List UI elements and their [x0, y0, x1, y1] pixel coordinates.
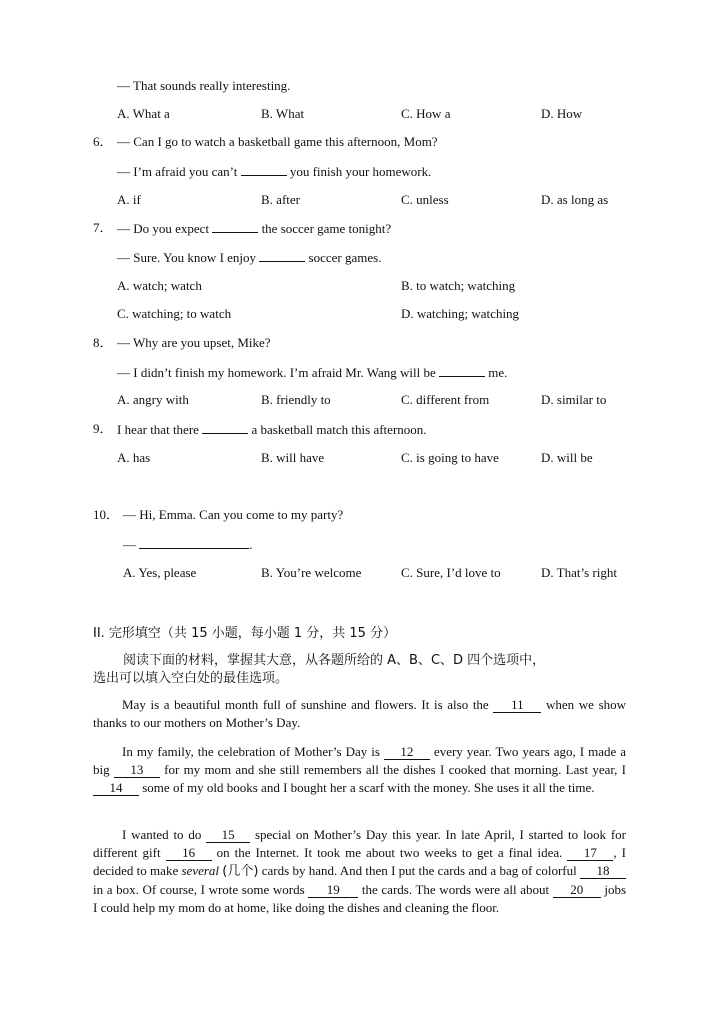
section-2-instruction-line2: 选出可以填入空白处的最佳选项。: [93, 671, 289, 686]
q5-reply: — That sounds really interesting.: [117, 78, 291, 93]
q7-line1: [117, 219, 391, 238]
p2-text-3: for my mom and she still remembers all the dishes I cooked that morning. Last year, I: [164, 762, 627, 777]
q8-answer-blank: [439, 363, 485, 377]
q7-answer-blank-2: [259, 248, 305, 262]
p2-text-4: some of my old books and I bought her a scarf with the money. She uses it all the time.: [142, 780, 595, 795]
q9-line1-post: a basketball match this afternoon.: [251, 422, 427, 437]
q7-option-b: B. to watch; watching: [401, 278, 516, 293]
q7-answer-blank-1: [212, 219, 258, 233]
q7-option-a: A. watch; watch: [117, 278, 202, 293]
q6-line2: [117, 162, 431, 181]
q7-option-c: C. watching; to watch: [117, 306, 232, 321]
p3-text-1: I wanted to do: [122, 827, 202, 842]
p2-text-1: In my family, the celebration of Mother’s Day is: [122, 744, 380, 759]
q5-option-d: D. How: [541, 106, 583, 121]
blank-15: 15: [206, 828, 250, 843]
section-2-heading: II. 完形填空（共 15 小题，每小题 1 分，共 15 分）: [93, 626, 397, 641]
blank-20: 20: [553, 883, 601, 898]
q6-number: 6．: [93, 134, 113, 149]
q9-answer-blank: [202, 420, 248, 434]
passage-paragraph-2: [93, 743, 626, 797]
q7-line1-post: the soccer game tonight?: [261, 221, 392, 236]
q6-option-b: B. after: [261, 192, 300, 207]
q6-line2-post: you finish your homework.: [289, 164, 432, 179]
q9-line1: [117, 420, 427, 439]
p3-text-6: in a box. Of course, I wrote some words: [93, 882, 305, 897]
q5-option-a: A. What a: [117, 106, 170, 121]
q8-option-a: A. angry with: [117, 392, 189, 407]
q7-line2: [117, 248, 381, 267]
q7-line2-pre: — Sure. You know I enjoy: [117, 250, 257, 265]
q5-option-b: B. What: [261, 106, 305, 121]
q8-line1: — Why are you upset, Mike?: [117, 335, 271, 350]
q10-option-a: A. Yes, please: [123, 565, 197, 580]
q10-answer-blank: [139, 535, 249, 549]
blank-19: 19: [308, 883, 358, 898]
p3-text-3: on the Internet. It took me about two weeks to get a final idea.: [216, 845, 563, 860]
q10-line2-pre: —: [123, 537, 136, 552]
q10-option-c: C. Sure, I’d love to: [401, 565, 501, 580]
q6-answer-blank: [241, 162, 287, 176]
q9-option-d: D. will be: [541, 450, 593, 465]
p1-tail: when we show thanks to our mothers on Mother’s Day.: [93, 697, 627, 730]
passage-paragraph-1: [93, 696, 626, 732]
blank-16: 16: [166, 846, 212, 861]
q9-number: 9．: [93, 421, 113, 436]
blank-17: 17: [567, 846, 613, 861]
q8-option-c: C. different from: [401, 392, 490, 407]
q8-option-b: B. friendly to: [261, 392, 331, 407]
q6-line1: — Can I go to watch a basketball game this afternoon, Mom?: [117, 134, 438, 149]
p3-text-4: , I decided to make: [93, 845, 626, 878]
section-2-instruction-line1: 阅读下面的材料，掌握其大意，从各题所给的 A、B、C、D 四个选项中，: [123, 653, 546, 668]
p3-italic-word: several: [181, 863, 220, 878]
p3-text-2: special on Mother’s Day this year. In late April, I started to look for different gift: [93, 827, 627, 860]
q8-option-d: D. similar to: [541, 392, 607, 407]
q7-number: 7．: [93, 220, 113, 235]
q9-option-a: A. has: [117, 450, 151, 465]
p3-text-5: cards by hand. And then I put the cards and a bag of colorful: [261, 863, 577, 878]
q10-line1: — Hi, Emma. Can you come to my party?: [123, 507, 344, 522]
blank-18: 18: [580, 864, 626, 879]
q8-line2-pre: — I didn’t finish my homework. I’m afraid Mr. Wang will be: [117, 365, 436, 380]
q10-line2-post: .: [249, 537, 253, 552]
p3-text-8: jobs I could help my mom do at home, like doing the dishes and cleaning the floor.: [93, 882, 627, 915]
q7-option-d: D. watching; watching: [401, 306, 520, 321]
q10-option-d: D. That’s right: [541, 565, 617, 580]
q6-option-a: A. if: [117, 192, 141, 207]
q6-option-c: C. unless: [401, 192, 449, 207]
blank-13: 13: [114, 763, 160, 778]
blank-12: 12: [384, 745, 430, 760]
q5-option-c: C. How a: [401, 106, 451, 121]
blank-11: 11: [493, 698, 541, 713]
passage-paragraph-3: [93, 826, 626, 917]
q8-line2-post: me.: [488, 365, 508, 380]
q8-line2: [117, 363, 507, 382]
p2-text-2: every year. Two years ago, I made a big: [93, 744, 627, 777]
p3-chinese-gloss: (几个): [222, 864, 259, 879]
blank-14: 14: [93, 781, 139, 796]
q7-line2-post: soccer games.: [308, 250, 382, 265]
q10-number: 10．: [93, 507, 120, 522]
p3-text-7: the cards. The words were all about: [361, 882, 550, 897]
q7-line1-pre: — Do you expect: [117, 221, 210, 236]
q9-option-c: C. is going to have: [401, 450, 499, 465]
q10-option-b: B. You’re welcome: [261, 565, 362, 580]
p1-text: May is a beautiful month full of sunshine and flowers. It is also the: [122, 697, 489, 712]
q9-option-b: B. will have: [261, 450, 325, 465]
q6-line2-pre: — I’m afraid you can’t: [117, 164, 238, 179]
q10-line2: [123, 535, 253, 554]
q6-option-d: D. as long as: [541, 192, 609, 207]
q8-number: 8．: [93, 335, 113, 350]
q9-line1-pre: I hear that there: [117, 422, 199, 437]
